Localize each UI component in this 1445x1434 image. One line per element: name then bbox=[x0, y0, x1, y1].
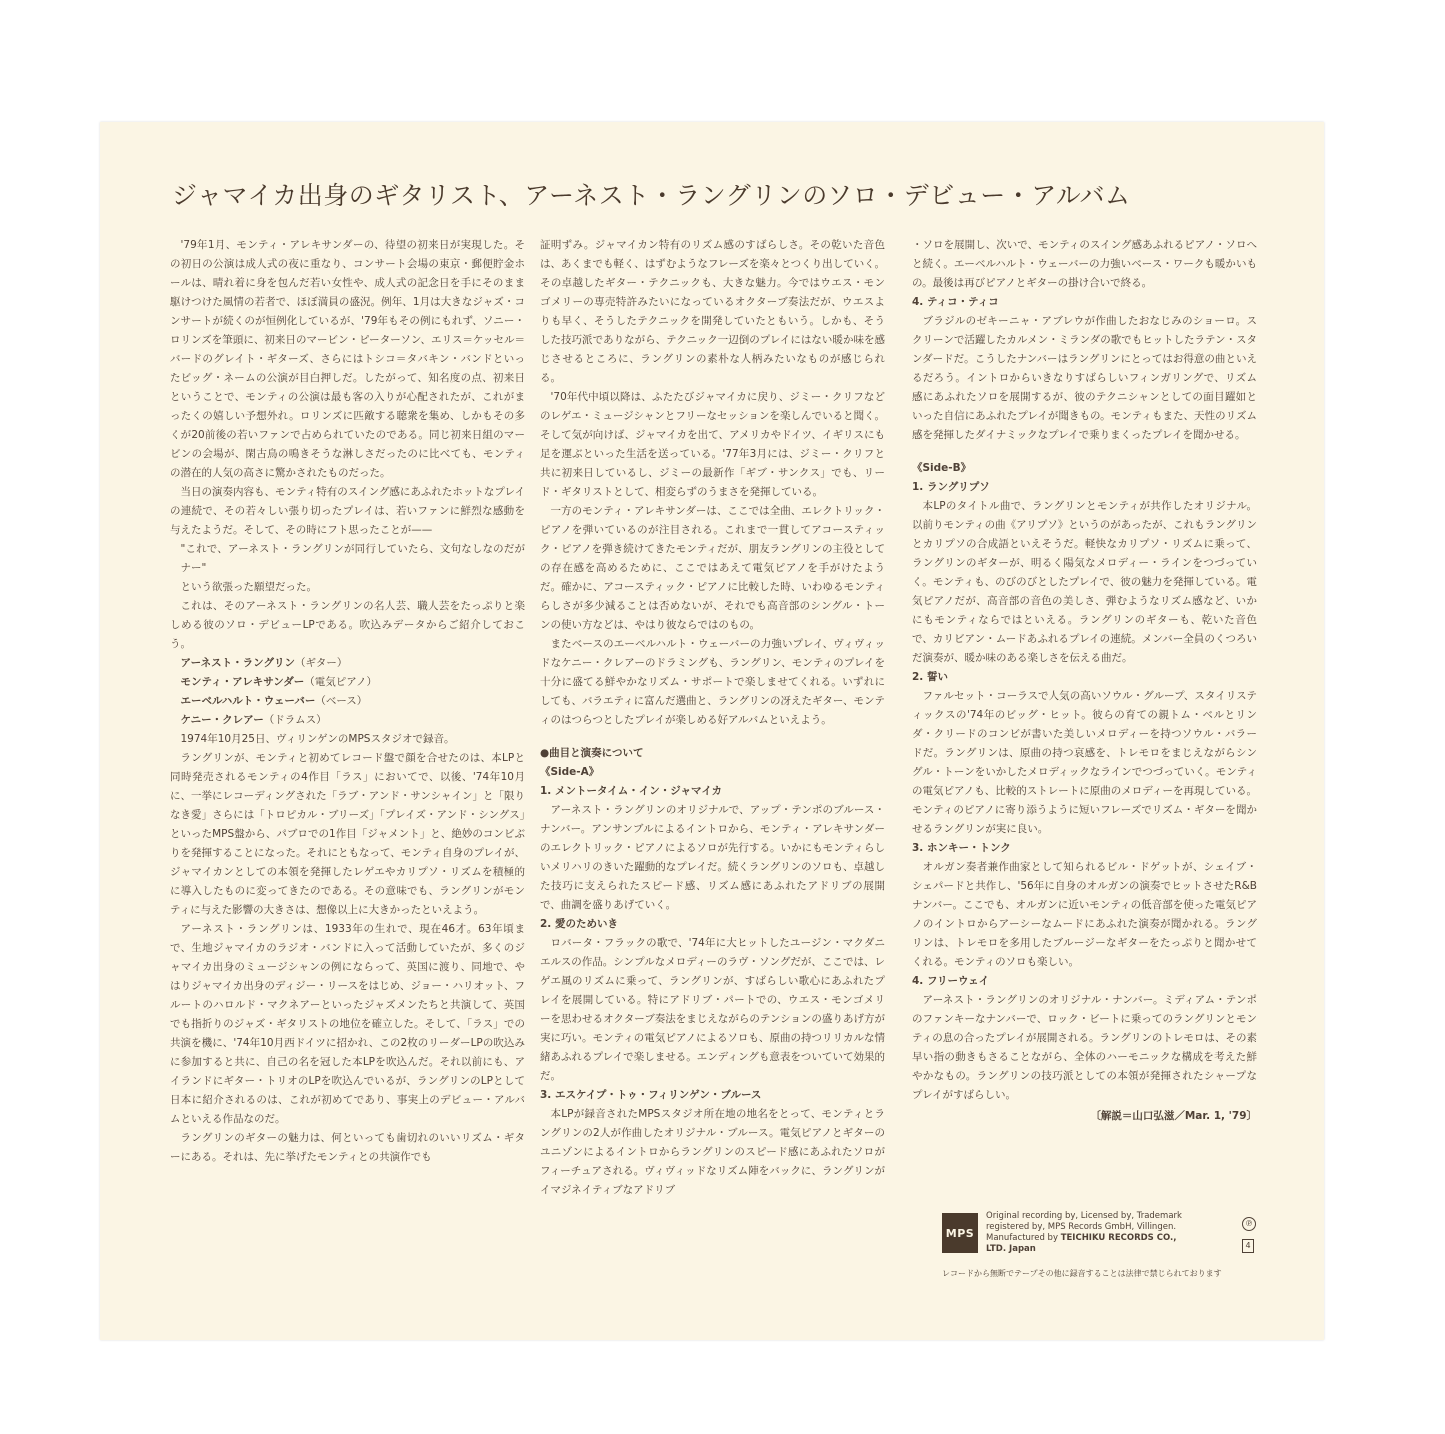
musician-name: ケニー・クレアー bbox=[180, 714, 264, 726]
paragraph: 証明ずみ。ジャマイカン特有のリズム感のすばらしさ。その乾いた音色は、あくまでも軽く、はずむようなフレーズを楽々とつくり出していく。その卓越したギター・テクニックも、大きな魅力。今ではウエス・モンゴメリーの専売特許みたいになっているオクターブ奏法だが、ウエスよりも早く、そうしたテクニックを開発していたともいう。しかも、そうした技巧派でありながら、テクニック一辺倒のプレイにはない暖か味を感じさせるところに、ラングリンの素朴な人柄みたいなものが感じられる。 bbox=[540, 239, 885, 384]
paragraph: という欲張った願望だった。 bbox=[180, 581, 317, 593]
side-b-heading: 《Side-B》 bbox=[912, 462, 972, 474]
page-title: ジャマイカ出身のギタリスト、アーネスト・ラングリンのソロ・デビュー・アルバム bbox=[172, 181, 1131, 210]
credit-line-label: Manufactured by bbox=[986, 1233, 1058, 1243]
author-signature: 〔解説＝山口弘滋／Mar. 1, '79〕 bbox=[1090, 1110, 1257, 1122]
side-a-heading: 《Side-A》 bbox=[540, 766, 600, 778]
track-description: ロバータ・フラックの歌で、'74年に大ヒットしたユージン・マクダニエルスの作品。シンプルなメロディーのラヴ・ソングだが、ここでは、レゲエ風のリズムに乗って、ラングリンが、すばらしい歌心にあふれたプレイを展開している。特にアドリブ・パートでの、ウエス・モンゴメリーを思わせるオクターブ奏法をまじえながらのテンションの盛りあげ方が実に巧い。モンティの電気ピアノによるソロも、原曲の持つリリカルな情緒あふれるプレイで楽しませる。エンディングも意表をついていて効果的だ。 bbox=[540, 937, 885, 1082]
personnel-credit bbox=[170, 654, 525, 673]
musician-name: エーベルハルト・ウェーバー bbox=[180, 695, 316, 707]
track-title: 1. ラングリプソ bbox=[912, 481, 990, 493]
paragraph: '70年代中頃以降は、ふたたびジャマイカに戻り、ジミー・クリフなどのレゲエ・ミュージシャンとフリーなセッションを楽しんでいると聞く。そして気が向けば、ジャマイカを出て、アメリカやドイツ、イギリスにも足を運ぶといった生活を送っている。'77年3月には、ジミー・クリフと共に初来日しているし、ジミーの最新作「ギブ・サンクス」でも、リード・ギタリストとして、相変らずのうまさを発揮している。 bbox=[540, 391, 885, 498]
catalog-mark: 4 bbox=[1242, 1239, 1254, 1253]
personnel-credit bbox=[170, 692, 525, 711]
track-title: 3. エスケイプ・トゥ・フィリンゲン・ブルース bbox=[540, 1089, 762, 1101]
credit-line: Original recording by, Licensed by, Trademark bbox=[986, 1211, 1182, 1221]
record-label-credit bbox=[942, 1211, 1260, 1257]
musician-role: （電気ピアノ） bbox=[304, 676, 377, 688]
column-3 bbox=[912, 236, 1257, 1122]
phonogram-mark-icon: ℗ bbox=[1242, 1217, 1256, 1231]
manufacturer-name: TEICHIKU RECORDS CO., bbox=[1060, 1233, 1177, 1243]
personnel-credit bbox=[170, 673, 525, 692]
musician-name: アーネスト・ラングリン bbox=[180, 657, 295, 669]
paragraph: ラングリンのギターの魅力は、何といっても歯切れのいいリズム・ギターにある。それは、先に挙げたモンティとの共演作でも bbox=[170, 1132, 525, 1163]
track-description: ファルセット・コーラスで人気の高いソウル・グループ、スタイリスティックスの'74年のビッグ・ヒット。彼らの育ての親トム・ベルとリンダ・クリードのコンビが書いた美しいメロディーを持つソウル・バラードだ。ラングリンは、原曲の持つ哀感を、トレモロをまじえながらシングル・トーンをいかしたメロディックなラインでつづっていく。モンティの電気ピアノも、比較的ストレートに原曲のメロディーを再現している。モンティのピアノに寄り添うように短いフレーズでリズム・ギターを聞かせるラングリンが実に良い。 bbox=[912, 690, 1257, 835]
section-heading: ●曲目と演奏について bbox=[540, 747, 644, 759]
musician-role: （ベース） bbox=[315, 695, 368, 707]
track-description: アーネスト・ラングリンのオリジナル・ナンバー。ミディアム・テンポのファンキーなナンバーで、ロック・ビートに乗ってのラングリンとモンティの息の合ったプレイが展開される。ラングリンのトレモロは、その素早い指の動きもさることながら、全体のハーモニックな構成を考えた鮮やかなもの。ラングリンの技巧派としての本領が発揮されたシャープなプレイがすばらしい。 bbox=[912, 994, 1257, 1101]
column-2 bbox=[540, 236, 885, 1336]
paragraph: 当日の演奏内容も、モンティ特有のスイング感にあふれたホットなプレイの連続で、その若々しい張り切ったプレイは、若いファンに鮮烈な感動を与えたようだ。そして、その時にフト思ったことが—— bbox=[170, 486, 525, 536]
track-title: 1. メントータイム・イン・ジャマイカ bbox=[540, 785, 723, 797]
label-credit-text bbox=[986, 1211, 1234, 1255]
paragraph: ラングリンが、モンティと初めてレコード盤で顔を合せたのは、本LPと同時発売されるモンティの4作目「ラス」においてで、以後、'74年10月に、一挙にレコーディングされた「ラブ・アンド・サンシャイン」と「限りなき愛」さらには「トロピカル・ブリーズ」「プレイズ・アンド・シングス」といったMPS盤から、パブロでの1作目「ジャメント」と、絶妙のコンビぶりを発揮することになった。それにともなって、モンティ自身のプレイが、ジャマイカンとしての本領を発揮したレゲエやカリプソ・リズムを積極的に導入したものに変ってきたのである。その意味でも、ラングリンがモンティに与えた影響の大きさは、想像以上に大きかったといえよう。 bbox=[170, 752, 526, 916]
personnel-credit bbox=[170, 711, 525, 730]
paragraph: 一方のモンティ・アレキサンダーは、ここでは全曲、エレクトリック・ピアノを弾いているのが注目される。これまで一貫してアコースティック・ピアノを弾き続けてきたモンティだが、朋友ラングリンの主役としての存在感を高めるために、ここではあえて電気ピアノを手がけたようだ。確かに、アコースティック・ピアノに比較した時、いわゆるモンティらしさが多少減ることは否めないが、それでも高音部のシングル・トーンの使い方などは、やはり彼ならではのもの。 bbox=[540, 505, 885, 631]
track-description: 本LPのタイトル曲で、ラングリンとモンティが共作したオリジナル。以前りモンティの曲《アリプソ》というのがあったが、これもラングリンとカリプソの合成語といえそうだ。軽快なカリプソ・リズムに乗って、ラングリンのギターが、明るく陽気なメロディー・ラインをつづっていく。モンティも、のびのびとしたプレイで、彼の魅力を発揮している。電気ピアノだが、高音部の音色の美しさ、弾むようなリズム感など、いかにもモンティならではといえる。ラングリンのギターも、乾いた音色で、カリビアン・ムードあふれるプレイの連続。メンバー全員のくつろいだ演奏が、暖か味のある楽しさを伝える曲だ。 bbox=[912, 500, 1257, 664]
quote: "これで、アーネスト・ラングリンが同行していたら、文句なしなのだがナー" bbox=[180, 543, 525, 574]
recording-info: 1974年10月25日、ヴィリンゲンのMPSスタジオで録音。 bbox=[180, 733, 455, 745]
track-title: 4. フリーウェイ bbox=[912, 975, 990, 987]
credit-line bbox=[986, 1233, 1234, 1244]
copyright-notice: レコードから無断でテープその他に録音することは法律で禁じられております bbox=[942, 1269, 1222, 1278]
track-title: 2. 誓い bbox=[912, 671, 948, 683]
track-description: 本LPが録音されたMPSスタジオ所在地の地名をとって、モンティとラングリンの2人が作曲したオリジナル・ブルース。電気ピアノとギターのユニゾンによるイントロからラングリンのスピード感にあふれたソロがフィーチュアされる。ヴィヴィッドなリズム陣をバックに、ラングリンがイマジネイティブなアドリブ bbox=[540, 1108, 885, 1196]
paragraph: '79年1月、モンティ・アレキサンダーの、待望の初来日が実現した。その初日の公演は成人式の夜に重なり、コンサート会場の東京・郵便貯金ホールは、晴れ着に身を包んだ若い女性や、成人式の記念日を手にそのまま駆けつけた風情の若者で、ほぼ満員の盛況。例年、1月は大きなジャズ・コンサートが続くのが恒例化しているが、'79年もその例にもれず、ソニー・ロリンズを筆頭に、初来日のマービン・ピーターソン、エリス＝ケッセル＝バードのグレイト・ギターズ、さらにはトシコ＝タバキン・バンドといったビッグ・ネームの公演が目白押しだ。したがって、知名度の点、初来日ということで、モンティの公演は最も客の入りが心配されたが、これがまったくの嬉しい予想外れ。ロリンズに匹敵する聴衆を集め、しかもその多くが20前後の若いファンで占められていたのである。同じ初来日組のマービンの会場が、閑古鳥の鳴きそうな淋しさだったのに比べても、モンティの潜在的人気の高さに驚かされたものだった。 bbox=[170, 239, 525, 479]
paragraph: アーネスト・ラングリンは、1933年の生れで、現在46才。63年頃まで、生地ジャマイカのラジオ・バンドに入って活動していたが、多くのジャマイカ出身のミュージシャンの例にならって、英国に渡り、同地で、やはりジャマイカ出身のディジー・リースをはじめ、ジョー・ハリオット、フルートのハロルド・マクネアーといったジャズメンたちと共演して、英国でも指折りのジャズ・ギタリストの地位を確立した。そして、「ラス」での共演を機に、'74年10月西ドイツに招かれ、この2枚のリーダーLPの吹込みに参加すると共に、自己の名を冠した本LPを吹込んだ。それ以前にも、アイランドにギター・トリオのLPを吹込んでいるが、ラングリンのLPとして日本に紹介されるのは、これが初めてであり、事実上のデビュー・アルバムといえる作品なのだ。 bbox=[170, 923, 525, 1125]
musician-role: （ギター） bbox=[294, 657, 348, 669]
paragraph: ・ソロを展開し、次いで、モンティのスイング感あふれるピアノ・ソロへと続く。エーベルハルト・ウェーバーの力強いベース・ワークも暖かいもの。最後は再びピアノとギターの掛け合いで終る。 bbox=[912, 239, 1257, 289]
track-title: 3. ホンキー・トンク bbox=[912, 842, 1011, 854]
column-1 bbox=[170, 236, 525, 1336]
paragraph: これは、そのアーネスト・ラングリンの名人芸、職人芸をたっぷりと楽しめる彼のソロ・デビューLPである。吹込みデータからご紹介しておこう。 bbox=[170, 600, 525, 650]
track-description: アーネスト・ラングリンのオリジナルで、アップ・テンポのブルース・ナンバー。アンサンブルによるイントロから、モンティ・アレキサンダーのエレクトリック・ピアノによるソロが先行する。いかにもモンティらしいメリハリのきいた躍動的なプレイだ。続くラングリンのソロも、卓越した技巧に支えられたスピード感、リズム感にあふれたアドリブの展開で、曲調を盛りあげていく。 bbox=[540, 804, 885, 911]
paragraph: またベースのエーベルハルト・ウェーバーの力強いプレイ、ヴィヴィッドなケニー・クレアーのドラミングも、ラングリン、モンティのプレイを十分に盛てる鮮やかなリズム・サポートで楽しませてくれる。いずれにしても、バラエティに富んだ選曲と、ラングリンの冴えたギター、モンティのはつらつとしたプレイが楽しめる好アルバムといえよう。 bbox=[540, 638, 885, 726]
track-description: ブラジルのゼキーニャ・アブレウが作曲したおなじみのショーロ。スクリーンで活躍したカルメン・ミランダの歌でもヒットしたラテン・スタンダードだ。こうしたナンバーはラングリンにとってはお得意の曲といえるだろう。イントロからいきなりすばらしいフィンガリングで、リズム感にあふれたソロを展開するが、彼のテクニシャンとしての面目躍如といった自信にあふれたプレイが聞きもの。モンティもまた、天性のリズム感を発揮したダイナミックなプレイで乗りまくったプレイを聞かせる。 bbox=[912, 315, 1257, 441]
mps-logo: MPS bbox=[942, 1213, 978, 1253]
credit-line: registered by, MPS Records GmbH, Villingen. bbox=[986, 1222, 1177, 1232]
track-description: オルガン奏者兼作曲家として知られるビル・ドゲットが、シェイブ・シェパードと共作し、'56年に自身のオルガンの演奏でヒットさせたR&Bナンバー。ここでも、オルガンに近いモンティの低音部を使った電気ピアノのイントロからアーシーなムードにあふれた演奏が聞かれる。ラングリンは、トレモロを多用したブルージーなギターをたっぷりと聞かせてくれる。モンティのソロも楽しい。 bbox=[912, 861, 1257, 968]
track-title: 4. ティコ・ティコ bbox=[912, 296, 999, 308]
musician-name: モンティ・アレキサンダー bbox=[180, 676, 305, 688]
credit-line: LTD. Japan bbox=[986, 1244, 1036, 1254]
musician-role: （ドラムス） bbox=[263, 714, 327, 726]
track-title: 2. 愛のためいき bbox=[540, 918, 618, 930]
